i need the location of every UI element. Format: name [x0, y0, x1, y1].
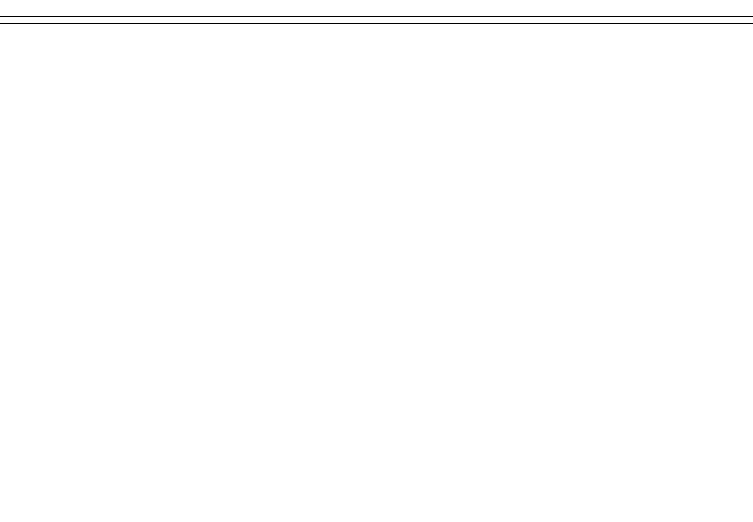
- title-divider: [0, 16, 753, 17]
- page-title: [0, 0, 753, 16]
- header-top-divider: [0, 23, 753, 24]
